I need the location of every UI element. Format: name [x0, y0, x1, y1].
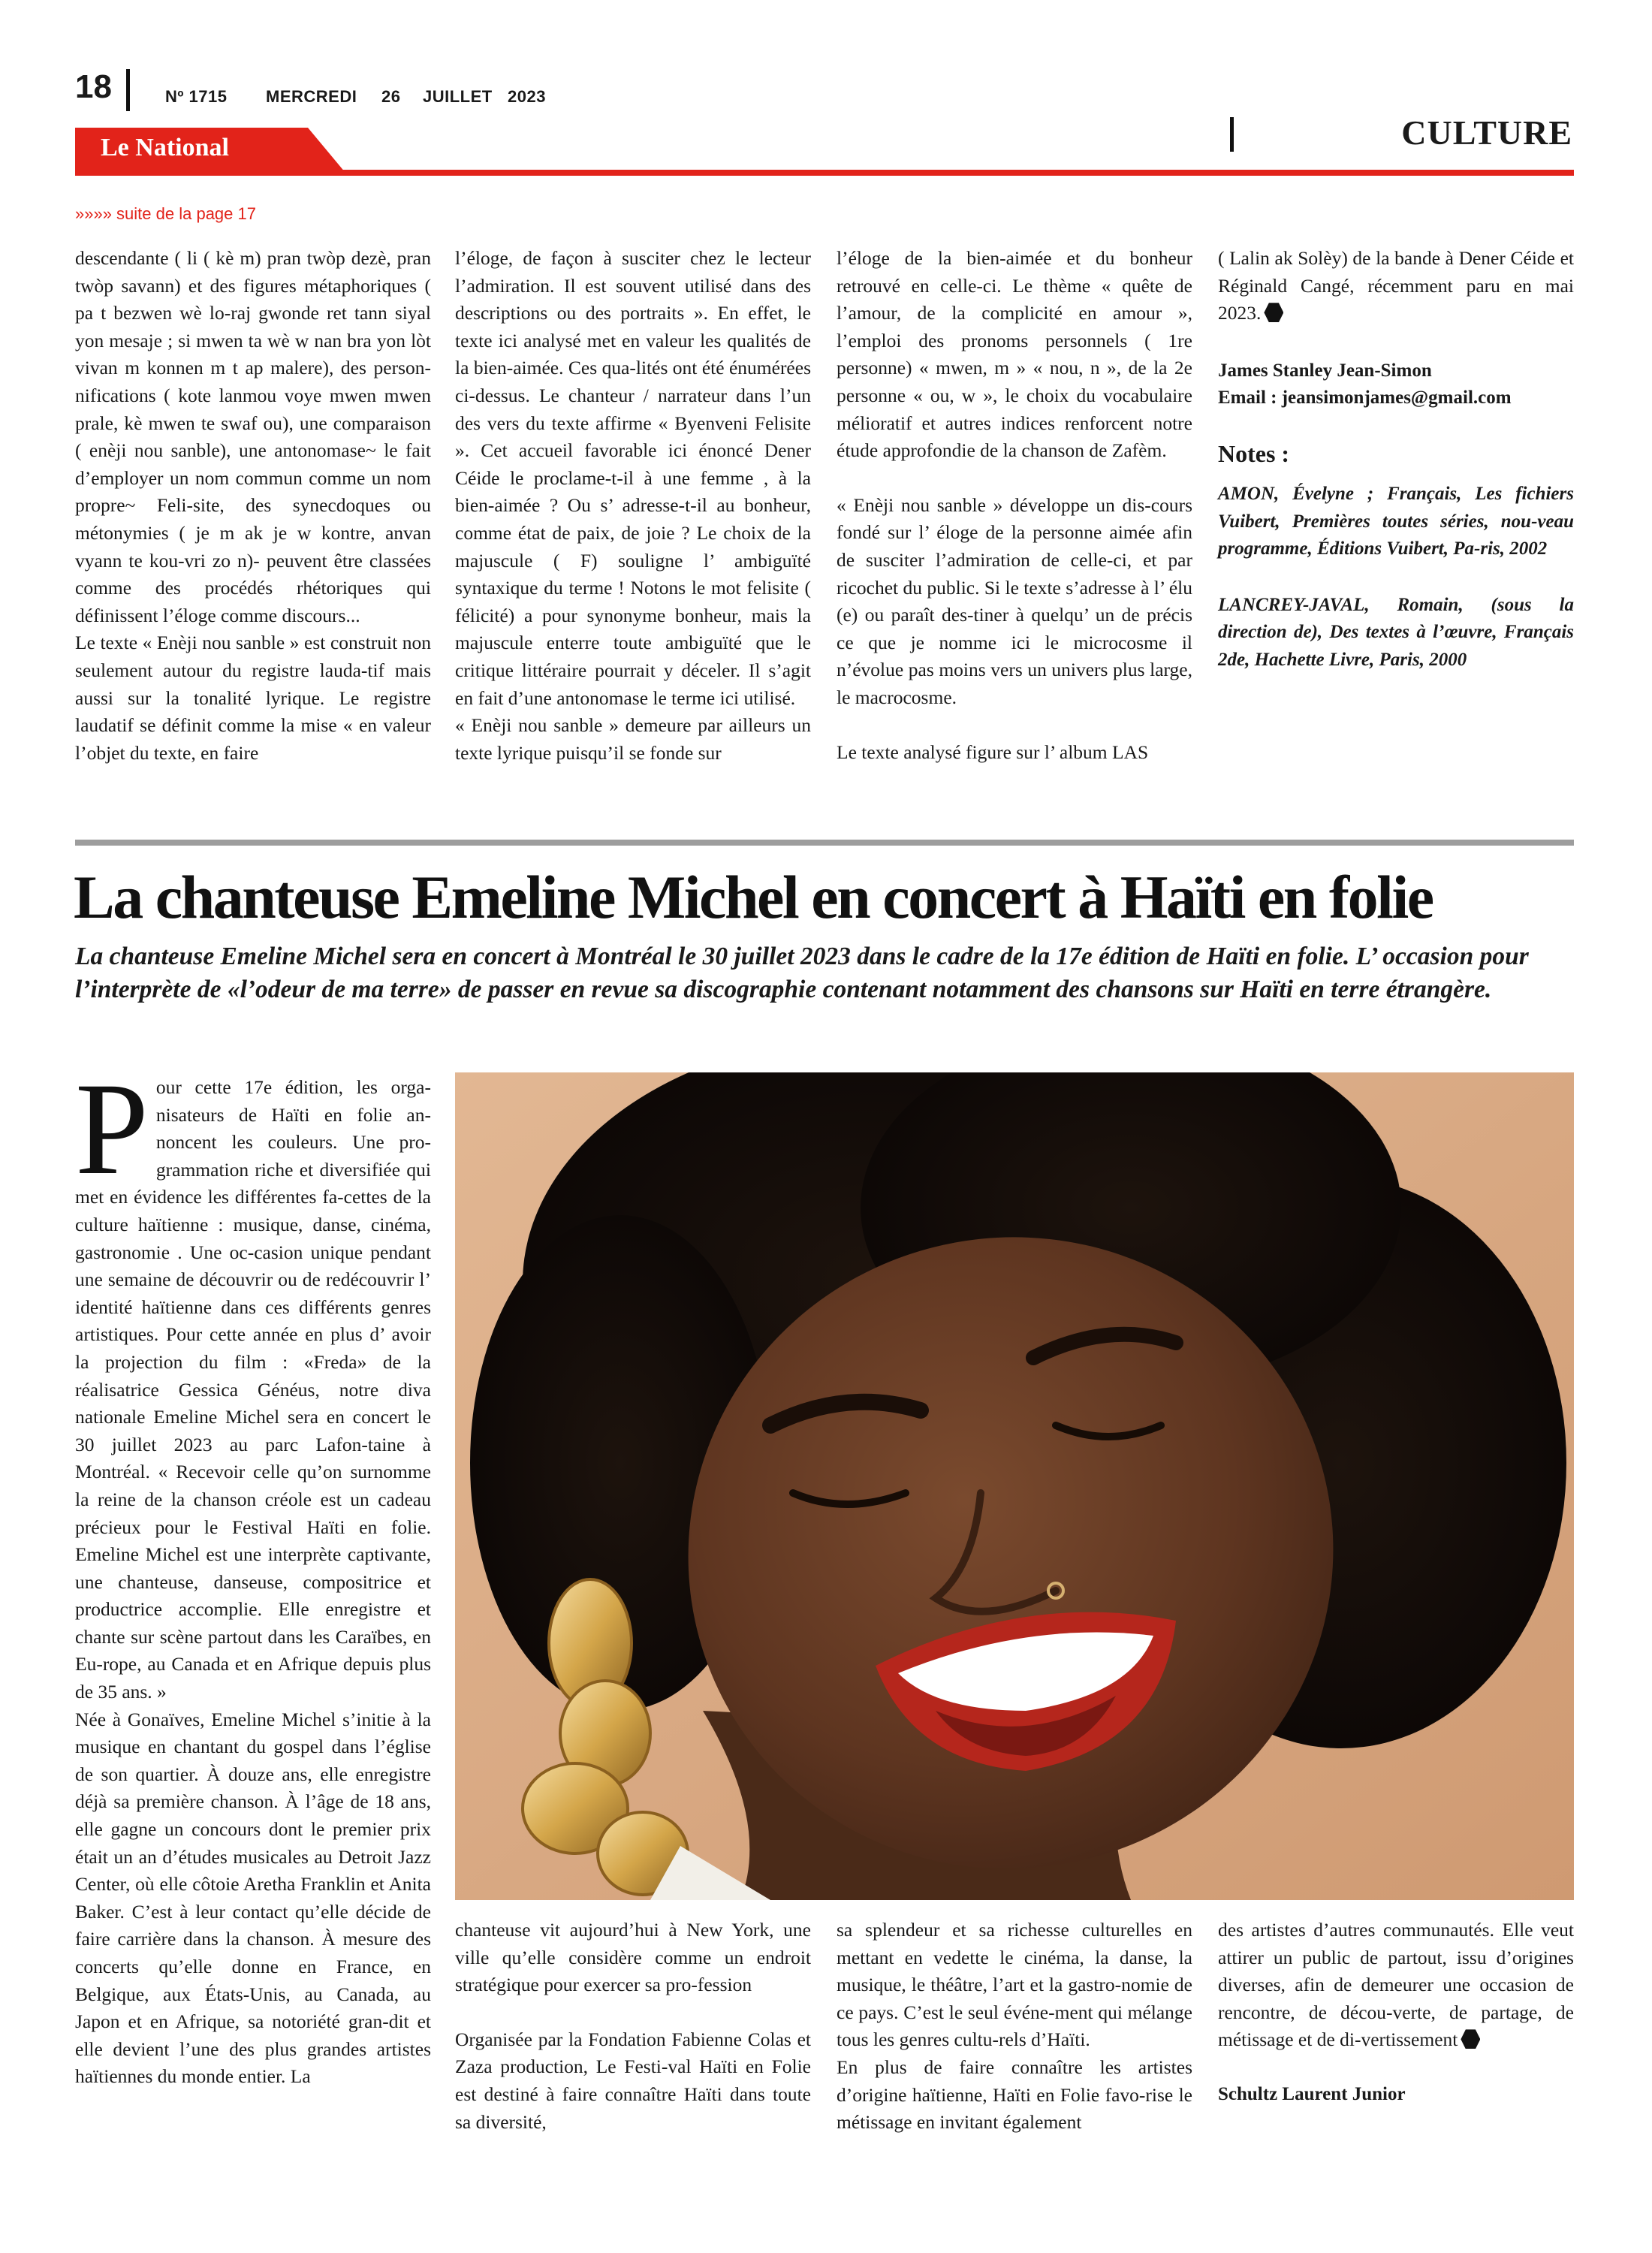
continued-from-label: »»»» suite de la page 17 [75, 204, 256, 223]
prev-article-author: James Stanley Jean-Simon [1218, 360, 1432, 381]
article-col4-text: des artistes d’autres communautés. Elle veut attirer un public de partout, issu d’origines diverses, afin de demeurer une occasion de rencontre, de décou-verte, de partage, de métissage et de di-vertissement [1218, 1919, 1574, 2051]
singer-photo [455, 1072, 1574, 1900]
article-col2-paragraph-1: chanteuse vit aujourd’hui à New York, une ville qu’elle considère comme un endroit stratégique pour exercer sa pro-fession [455, 1919, 811, 1996]
prev-article-column-4 [1218, 245, 1574, 674]
article-col1-paragraph-2: Née à Gonaïves, Emeline Michel s’initie à la musique en chantant du gospel dans l’église de son quartier. À douze ans, elle enregistre déjà sa première chanson. À l’âge de 18 ans, elle gagne un concours dont le premier prix était un an d’études musicales au Detroit Jazz Center, où elle côtoie Aretha Franklin et Anita Baker. C’est à leur contact qu’elle décide de faire carrière dans la chanson. À mesure des concerts qu’elle donne en France, en Belgique, aux États-Unis, au Canada, au Japon et en Afrique, sa notoriété gran-dit et elle devient l’une des plus grandes artistes haïtiennes du monde entier. La [75, 1708, 431, 2088]
article-column-4 [1218, 1917, 1574, 2108]
prev-article-email: Email : jeansimonjames@gmail.com [1218, 387, 1512, 408]
prev-col4-text: ( Lalin ak Solèy) de la bande à Dener Céide et Réginald Cangé, récemment paru en mai 2023. [1218, 247, 1574, 324]
section-divider [1230, 117, 1234, 152]
issue-day: 26 [381, 87, 401, 106]
drop-cap: P [75, 1056, 149, 1202]
end-of-article-icon [1264, 303, 1283, 322]
prev-article-column-2 [455, 245, 811, 767]
issue-number: Nº 1715 [165, 87, 228, 106]
prev-col2-paragraph-1: l’éloge, de façon à susciter chez le lecteur l’admiration. Il est souvent utilisé dans des descriptions ou des portraits ». En effet, le texte ici analysé met en valeur les qualités de la bien-aimée. Ces qua-lités ont été énumérées ci-dessus. Le chanteur / narrateur dans l’un des vers du texte affirme « Byenveni Felisite ». Cet accueil favorable ici énoncé Dener Céide le proclame-t-il à une femme , à la bien-aimée ? Ou s’ adresse-t-il au bonheur, comme état de paix, de joie ? Le choix de la majuscule ( F) souligne l’ ambiguïté syntaxique du terme ! Notons le mot felisite ( félicité) a pour synonyme bonheur, mais la majuscule enterre toute ambiguïté que le critique littéraire pourrait y déceler. Il s’agit en fait d’une antonomase le terme ici utilisé. [455, 247, 811, 709]
prev-col1-paragraph-2: Le texte « Enèji nou sanble » est construit non seulement autour du registre lauda-tif mais aussi sur la tonalité lyrique. Le registre laudatif se définit comme la mise « en valeur l’objet du texte, en faire [75, 632, 431, 764]
article-author: Schultz Laurent Junior [1218, 2083, 1406, 2104]
issue-year: 2023 [508, 87, 546, 106]
article-column-2 [455, 1917, 811, 2136]
article-col2-paragraph-2: Organisée par la Fondation Fabienne Colas et Zaza production, Le Festi-val Haïti en Folie est destiné à faire connaître Haïti dans toute sa diversité, [455, 2028, 811, 2133]
article-col3-paragraph-1: sa splendeur et sa richesse culturelles en mettant en vedette le cinéma, la danse, la musique, le théâtre, l’art et la gastro-nomie de ce pays. C’est le seul événe-ment qui mélange tous les genres cultu-rels d’Haïti. [837, 1919, 1192, 2051]
note-2: LANCREY-JAVAL, Romain, (sous la direction de), Des textes à l’œuvre, Français 2de, Hachette Livre, Paris, 2000 [1218, 594, 1574, 670]
note-1: AMON, Évelyne ; Français, Les fichiers Vuibert, Premières toutes séries, nou-veau programme, Éditions Vuibert, Pa-ris, 2002 [1218, 484, 1574, 559]
article-deck: La chanteuse Emeline Michel sera en concert à Montréal le 30 juillet 2023 dans le cadre de la 17e édition de Haïti en folie. L’ occasion pour l’interprète de «l’odeur de ma terre» de passer en revue sa discographie contenant notamment des chansons sur Haïti en terre étrangère. [75, 943, 1529, 1003]
prev-col4-paragraph [1218, 245, 1574, 327]
prev-col2-paragraph-2: « Enèji nou sanble » demeure par ailleurs un texte lyrique puisqu’il se fonde sur [455, 714, 811, 764]
header-rule [75, 170, 1574, 176]
article-headline: La chanteuse Emeline Michel en concert à Haïti en folie [74, 863, 1433, 931]
article-column-1 [75, 1056, 431, 2091]
prev-col3-paragraph-1: l’éloge de la bien-aimée et du bonheur retrouvé en celle-ci. Le thème « quête de l’amour, de la complicité en amour », l’emploi des pronoms personnels ( 1re personne) « mwen, m » « nou, n », de la 2e personne « ou, w », le choix du vocabulaire mélioratif et autres indices renforcent notre étude approfondie de la chanson de Zafèm. [837, 247, 1192, 462]
prev-col1-paragraph-1: descendante ( li ( kè m) pran twòp dezè, pran twòp savann) et des figures métaphoriques ( pa t bezwen wè lo-raj gwonde ret tann siyal yon mesaje ; si mwen ta wè w nan bra yon lòt vivan m konnen m t ap malere), des person-nifications ( kote lanmou voye mwen mwen prale, kè mwen te swaf ou), une comparaison ( enèji nou sanble), une antonomase~ le fait d’employer un nom commun comme un nom propre~ Feli-site, des synecdoques ou métonymies ( je m ak je w kontre, anvan vyann te kou-vri zo n)- peuvent être classées comme des procédés rhétoriques qui définissent l’éloge comme discours... [75, 247, 431, 626]
article-col1-paragraph-1 [75, 1056, 431, 1706]
section-title: CULTURE [1401, 113, 1572, 152]
page-number: 18 [75, 68, 112, 105]
issue-weekday: MERCREDI [266, 87, 357, 106]
article-col3-paragraph-2: En plus de faire connaître les artistes d’origine haïtienne, Haïti en Folie favo-rise le métissage en invitant également [837, 2055, 1192, 2134]
article-column-3 [837, 1917, 1192, 2137]
prev-article-column-1 [75, 245, 431, 767]
issue-month: JUILLET [423, 87, 493, 106]
article-col1-paragraph-1-text: our cette 17e édition, les orga-nisateurs de Haïti en folie an-noncent les couleurs. Une pro-grammation riche et diversifiée qui met en évidence les différentes fa-cettes de la culture haïtienne : musique, danse, cinéma, gastronomie . Une oc-casion unique pendant une semaine de découvrir ou de redécouvrir l’ identité haïtienne dans ces différents genres artistiques. Pour cette année en plus d’ avoir la projection du film : «Freda» de la réalisatrice Gessica Généus, notre diva nationale Emeline Michel sera en concert le 30 juillet 2023 au parc Lafon-taine à Montréal. « Recevoir celle qu’on surnomme la reine de la chanson créole est un cadeau précieux pour le Festival Haïti en folie. Emeline Michel est une interprète captivante, une chanteuse, danseuse, compositrice et productrice accomplie. Elle enregistre et chante sur scène partout dans les Caraïbes, en Eu-rope, au Canada et en Afrique depuis plus de 35 ans. » [75, 1076, 431, 1703]
prev-article-column-3 [837, 245, 1192, 766]
end-of-article-icon [1461, 2029, 1480, 2049]
article-separator [75, 840, 1574, 846]
brand-name: Le National [101, 134, 229, 161]
notes-heading: Notes : [1218, 439, 1290, 467]
prev-col3-paragraph-3: Le texte analysé figure sur l’ album LAS [837, 740, 1149, 763]
article-col4-paragraph [1218, 1917, 1574, 2054]
prev-col3-paragraph-2: « Enèji nou sanble » développe un dis-cours fondé sur l’ éloge de la personne aimée afin de susciter l’admiration de celle-ci, et par ricochet du public. Si le texte s’adresse à l’ élu (e) ou paraît des-tiner à quelqu’ un de précis ce que je nomme ici le microcosme il n’évolue pas moins vers un univers plus large, le macrocosme. [837, 493, 1192, 708]
header-divider [126, 69, 130, 111]
